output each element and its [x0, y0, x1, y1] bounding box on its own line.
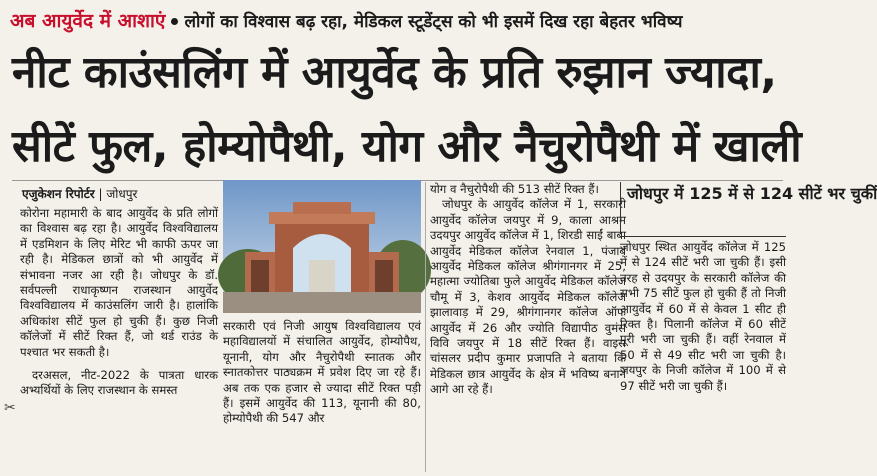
headline-line-2: सीटें फुल, होम्योपैथी, योग और नैचुरोपैथी में खाली — [12, 121, 802, 172]
column-1-paragraph-1: कोरोना महामारी के बाद आयुर्वेद के प्रति लोगों का विश्वास बढ़ रहा है। आयुर्वेद विश्वविद्यालय में एडमिशन के लिए मेरिट भी काफी ऊपर जा रही है। मेडिकल छात्रों को भी आयुर्वेद में संभावना नजर आ रही है। जोधपुर के डॉ. सर्वपल्ली राधाकृष्णन राजस्थान आयुर्वेद विश्वविद्यालय में काउंसलिंग जारी है। हालांकि अधिकांश सीटें फुल हो चुकी हैं। कुछ निजी कॉलेजों में सीटें रिक्त हैं, जो थर्ड राउंड के पश्चात भर सकती है। — [20, 206, 218, 359]
article-column-3 — [430, 182, 626, 398]
column-3-paragraph-2: जोधपुर के आयुर्वेद कॉलेज में 1, सरकारी आयुर्वेद कॉलेज जयपुर में 9, काला आश्रम उदयपुर आयुर्वेद कॉलेज में 1, शिरडी साईं बाबा आयुर्वेद मेडिकल कॉलेज रेनवाल 1, पंजाब आयुर्वेद मेडिकल कॉलेज श्रीगंगानगर में 25, महात्मा ज्योतिबा फुले आयुर्वेद मेडिकल कॉलेज चौमू में 3, केशव आयुर्वेद मेडिकल कॉलेज झालावाड़ में 29, श्रीगंगानगर कॉलेज ऑफ आयुर्वेद में 26 और ज्योति विद्यापीठ वुमंस विवि जयपुर में 18 सीटें रिक्त हैं। वाइस चांसलर प्रदीप कुमार प्रजापति ने बताया कि मेडिकल छात्र आयुर्वेद के क्षेत्र में भविष्य बनाने आगे आ रहे हैं। — [430, 197, 626, 397]
bullet-icon — [171, 18, 178, 25]
byline-city: जोधपुर — [106, 187, 138, 201]
kicker-text: लोगों का विश्वास बढ़ रहा, मेडिकल स्टूडेंट्स को भी इसमें दिख रहा बेहतर भविष्य — [184, 12, 683, 32]
sidebar-title: जोधपुर में 125 में से 124 सीटें भर चुकीं — [620, 182, 786, 234]
kicker-label: अब आयुर्वेद में आशाएं — [10, 10, 166, 32]
university-gate-photo — [223, 180, 421, 313]
byline: एजुकेशन रिपोर्टर | जोधपुर — [22, 187, 138, 201]
scissors-icon: ✂ — [4, 400, 16, 416]
byline-reporter: एजुकेशन रिपोर्टर — [22, 187, 95, 201]
sidebar-divider — [620, 236, 786, 237]
article-column-1 — [20, 206, 218, 399]
column-1-paragraph-2: दरअसल, नीट-2022 के पात्रता धारक अभ्यर्थियों के लिए राजस्थान के समस्त — [20, 368, 218, 398]
article-column-2 — [223, 319, 421, 427]
column-3-paragraph-1: योग व नैचुरोपैथी की 513 सीटें रिक्त हैं। — [430, 182, 599, 196]
column-2-paragraph: सरकारी एवं निजी आयुष विश्वविद्यालय एवं महाविद्यालयों में संचालित आयुर्वेद, होम्योपैथ, यूनानी, योग और नैचुरोपैथी स्नातक और स्नातकोत्तर पाठ्यक्रम में प्रवेश दिए जा रहे हैं। अब तक एक हजार से ज्यादा सीटें रिक्त पड़ी हैं। इसमें आयुर्वेद की 113, यूनानी की 80, होम्योपैथी की 547 और — [223, 319, 421, 426]
kicker — [10, 3, 785, 39]
column-divider — [425, 182, 426, 472]
sidebar-text: जोधपुर स्थित आयुर्वेद कॉलेज में 125 में से 124 सीटें भरी जा चुकी हैं। इसी तरह से उदयपुर के सरकारी कॉलेज की सभी 75 सीटें फुल हो चुकी हैं तो निजी आयुर्वेद में 60 में से केवल 1 सीट ही रिक्त है। पिलानी कॉलेज में 60 सीटें पूरी भरी जा चुकी हैं। वहीं रेनवाल में 50 में से 49 सीट भरी जा चुकी है। जयपुर के निजी कॉलेज में 100 में से 97 सीटें भरी जा चुकी हैं। — [620, 240, 786, 393]
headline-line-1: नीट काउंसलिंग में आयुर्वेद के प्रति रुझान ज्यादा, — [12, 47, 777, 98]
